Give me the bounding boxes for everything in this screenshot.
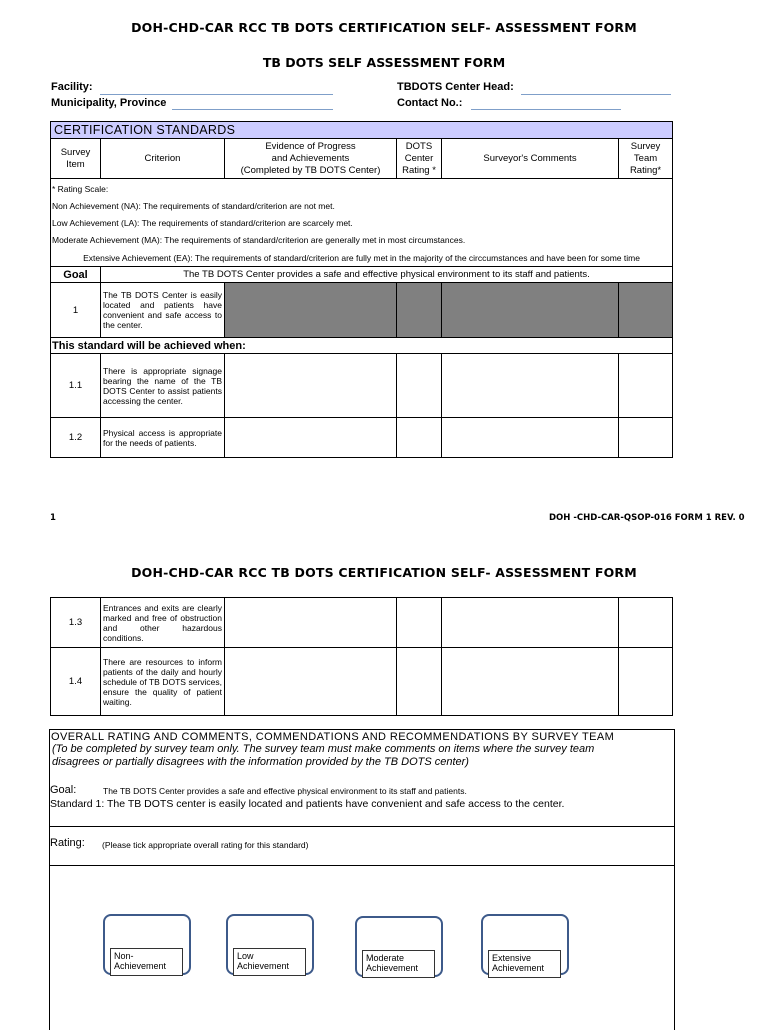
overall-rating-row bbox=[50, 827, 674, 866]
rating-option-extensive-achievement[interactable] bbox=[481, 914, 569, 975]
dots-rating-input-cell[interactable] bbox=[397, 598, 442, 648]
overall-comments-box[interactable] bbox=[50, 730, 674, 827]
table-row bbox=[51, 598, 673, 648]
evidence-input-cell[interactable] bbox=[225, 418, 397, 458]
col-surveyor-comments: Surveyor's Comments bbox=[442, 139, 619, 179]
contact-field[interactable] bbox=[471, 109, 621, 110]
item-criterion: Entrances and exits are clearly marked and free of obstruction and other hazardous conditions. bbox=[101, 598, 225, 648]
col-survey-team-rating: Survey Team Rating* bbox=[619, 139, 673, 179]
facility-field[interactable] bbox=[100, 94, 333, 95]
table-row bbox=[51, 418, 673, 458]
item-number: 1.4 bbox=[51, 648, 101, 716]
evidence-input-cell[interactable] bbox=[225, 648, 397, 716]
item-number: 1.3 bbox=[51, 598, 101, 648]
center-head-field[interactable] bbox=[521, 94, 671, 95]
rating-scale-title: * Rating Scale: bbox=[52, 184, 109, 194]
overall-instructions: (To be completed by survey team only. The survey team must make comments on items where the survey team disagrees or partially disagrees with the information provided by the TB DOTS center) bbox=[52, 743, 595, 768]
contact-label: Contact No.: bbox=[397, 97, 463, 109]
col-criterion: Criterion bbox=[101, 139, 225, 179]
achieved-when-heading: This standard will be achieved when: bbox=[51, 338, 673, 354]
center-head-label: TBDOTS Center Head: bbox=[397, 81, 514, 93]
rating-instruction: (Please tick appropriate overall rating for this standard) bbox=[102, 840, 309, 850]
rating-ea: Extensive Achievement (EA): The requirements of standard/criterion are fully met in the majority of the circcumstances and have been for some time bbox=[83, 253, 640, 263]
footer-form-code: DOH -CHD-CAR-QSOP-016 FORM 1 REV. 0 bbox=[549, 513, 745, 523]
certification-standards-heading: CERTIFICATION STANDARDS bbox=[51, 122, 673, 139]
col-evidence: Evidence of Progress and Achievements (Completed by TB DOTS Center) bbox=[225, 139, 397, 179]
dots-rating-input-cell[interactable] bbox=[397, 418, 442, 458]
comments-cell-shaded bbox=[442, 283, 619, 338]
item-criterion: Physical access is appropriate for the needs of patients. bbox=[101, 418, 225, 458]
goal-text: The TB DOTS Center provides a safe and effective physical environment to its staff and patients. bbox=[101, 267, 673, 283]
col-dots-rating: DOTS Center Rating * bbox=[397, 139, 442, 179]
team-rating-cell-shaded bbox=[619, 283, 673, 338]
overall-standard-line: Standard 1: The TB DOTS center is easily located and patients have convenient and safe access to the center. bbox=[50, 798, 565, 810]
standard-number: 1 bbox=[51, 283, 101, 338]
rating-label: Rating: bbox=[50, 837, 85, 849]
certification-table-continued bbox=[50, 597, 673, 716]
overall-rating-section bbox=[49, 729, 675, 1030]
rating-option-label: Extensive Achievement bbox=[488, 950, 561, 978]
item-criterion: There is appropriate signage bearing the name of the TB DOTS Center to assist patients accessing the center. bbox=[101, 354, 225, 418]
comments-input-cell[interactable] bbox=[442, 598, 619, 648]
rating-option-label: Non- Achievement bbox=[110, 948, 183, 976]
rating-scale bbox=[51, 179, 673, 267]
evidence-cell-shaded bbox=[225, 283, 397, 338]
rating-la: Low Achievement (LA): The requirements of standard/criterion are scarcely met. bbox=[52, 218, 353, 228]
col-survey-item: Survey Item bbox=[51, 139, 101, 179]
dots-rating-cell-shaded bbox=[397, 283, 442, 338]
standard-criterion: The TB DOTS Center is easily located and patients have convenient and safe access to the center. bbox=[101, 283, 225, 338]
team-rating-input-cell[interactable] bbox=[619, 354, 673, 418]
rating-ma: Moderate Achievement (MA): The requirements of standard/criterion are generally met in most circumstances. bbox=[52, 235, 466, 245]
comments-input-cell[interactable] bbox=[442, 648, 619, 716]
municipality-field[interactable] bbox=[172, 109, 333, 110]
page-header-title: DOH-CHD-CAR RCC TB DOTS CERTIFICATION SELF- ASSESSMENT FORM bbox=[131, 20, 637, 35]
team-rating-input-cell[interactable] bbox=[619, 648, 673, 716]
team-rating-input-cell[interactable] bbox=[619, 418, 673, 458]
comments-input-cell[interactable] bbox=[442, 354, 619, 418]
dots-rating-input-cell[interactable] bbox=[397, 648, 442, 716]
evidence-input-cell[interactable] bbox=[225, 354, 397, 418]
rating-na: Non Achievement (NA): The requirements of standard/criterion are not met. bbox=[52, 201, 335, 211]
item-number: 1.1 bbox=[51, 354, 101, 418]
dots-rating-input-cell[interactable] bbox=[397, 354, 442, 418]
item-criterion: There are resources to inform patients of the daily and hourly schedule of TB DOTS services, ensure the quality of patient waiting. bbox=[101, 648, 225, 716]
rating-option-moderate-achievement[interactable] bbox=[355, 916, 443, 977]
footer-page-number: 1 bbox=[50, 513, 56, 523]
page-header-title: DOH-CHD-CAR RCC TB DOTS CERTIFICATION SELF- ASSESSMENT FORM bbox=[131, 565, 637, 580]
team-rating-input-cell[interactable] bbox=[619, 598, 673, 648]
rating-option-low-achievement[interactable] bbox=[226, 914, 314, 975]
certification-table bbox=[50, 121, 673, 458]
overall-goal-text: The TB DOTS Center provides a safe and effective physical environment to its staff and patients. bbox=[103, 786, 467, 796]
evidence-input-cell[interactable] bbox=[225, 598, 397, 648]
goal-label: Goal bbox=[51, 267, 101, 283]
overall-goal-label: Goal: bbox=[50, 784, 77, 796]
comments-input-cell[interactable] bbox=[442, 418, 619, 458]
item-number: 1.2 bbox=[51, 418, 101, 458]
rating-option-non-achievement[interactable] bbox=[103, 914, 191, 975]
table-row bbox=[51, 354, 673, 418]
facility-label: Facility: bbox=[51, 81, 93, 93]
table-row bbox=[51, 648, 673, 716]
rating-option-label: Low Achievement bbox=[233, 948, 306, 976]
municipality-label: Municipality, Province bbox=[51, 97, 167, 109]
overall-title: OVERALL RATING AND COMMENTS, COMMENDATIONS AND RECOMMENDATIONS BY SURVEY TEAM bbox=[51, 731, 615, 743]
rating-option-label: Moderate Achievement bbox=[362, 950, 435, 978]
form-subtitle: TB DOTS SELF ASSESSMENT FORM bbox=[262, 55, 506, 70]
